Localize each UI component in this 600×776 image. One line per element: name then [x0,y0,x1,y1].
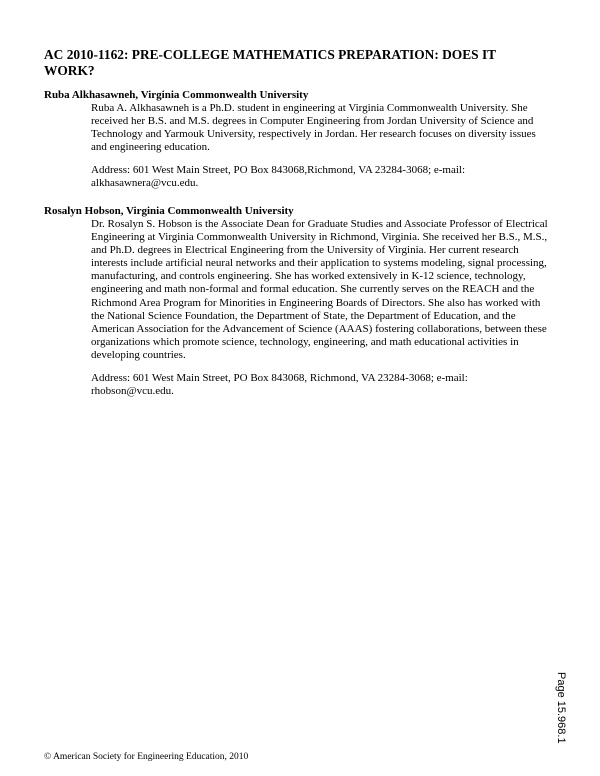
author-name: Ruba Alkhasawneh, Virginia Commonwealth University [44,89,309,101]
paper-title: AC 2010-1162: PRE-COLLEGE MATHEMATICS PREPARATION: DOES IT WORK? [44,47,496,78]
author-block-alkhasawneh [44,89,554,191]
author-bio: Dr. Rosalyn S. Hobson is the Associate Dean for Graduate Studies and Associate Professor of Electrical Engineering at Virginia Commonwealth University in Richmond, Virginia. She received her B.S., M.S., and Ph.D. degrees in Electrical Engineering from the University of Virginia. Her current research interests include artificial neural networks and their application to systems modeling, signal processing, manufacturing, and controls engineering. She has worked extensively in K-12 science, technology, engineering and math non-formal and formal education. She currently serves on the REACH and the Richmond Area Program for Minorities in Engineering Boards of Directors. She also has worked with the National Science Foundation, the Department of State, the Department of Education, and the American Association for the Advancement of Science (AAAS) fostering collaborations, between these organizations which promote science, technology, engineering, and math educational activities in developing countries. [91,218,548,361]
author-address: Address: 601 West Main Street, PO Box 843068, Richmond, VA 23284-3068; e-mail: rhobson@vcu.edu. [91,372,468,398]
author-block-hobson [44,205,554,398]
author-bio: Ruba A. Alkhasawneh is a Ph.D. student in engineering at Virginia Commonwealth University. She received her B.S. and M.S. degrees in Computer Engineering from Jordan University of Science and Technology and Yarmouk University, respectively in Jordan. Her research focuses on diversity issues and engineering education. [91,102,536,154]
author-address: Address: 601 West Main Street, PO Box 843068,Richmond, VA 23284-3068; e-mail: alkhasawnera@vcu.edu. [91,164,466,190]
author-name: Rosalyn Hobson, Virginia Commonwealth University [44,205,294,217]
copyright-footer: © American Society for Engineering Education, 2010 [44,752,249,762]
page-number-stamp: Page 15.968.1 [555,672,567,744]
